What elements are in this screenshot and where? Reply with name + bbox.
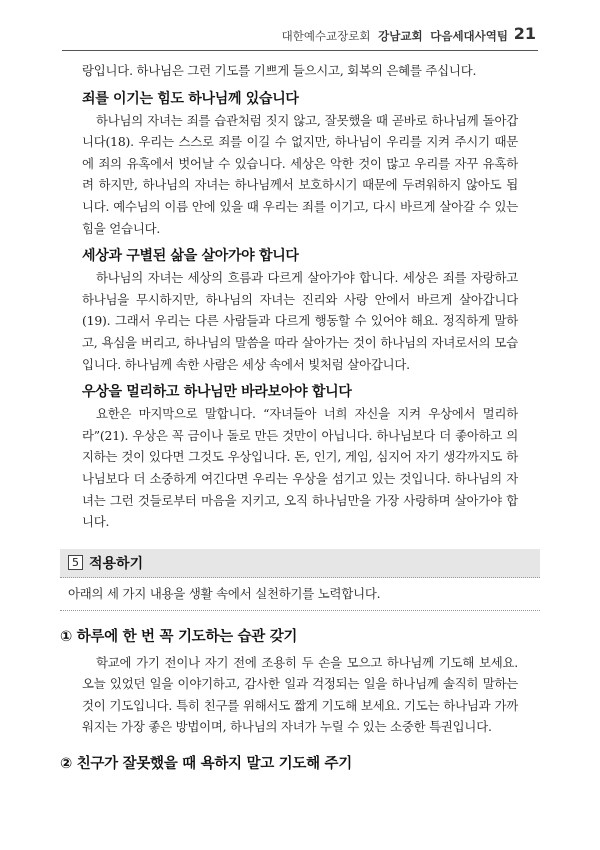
apply-item-text-prayer: 학교에 가기 전이나 자기 전에 조용히 두 손을 모으고 하나님께 기도해 보세요. 오늘 있었던 일을 이야기하고, 감사한 일과 걱정되는 일을 하나님께 솔직히 말하는 것이 기도입니다. 특히 친구를 위해서도 짧게 기도해 보세요. 기도는 하나님과 가까워지는 가장 좋은 방법이며, 하나님의 자녀가 누릴 수 있는 소중한 특권입니다. [82,654,518,735]
header-org: 대한예수교장로회 [281,29,371,43]
header-team: 다음세대사역팀 [430,29,508,43]
page-number: 21 [513,24,536,43]
section-paragraph-sin: 하나님의 자녀는 죄를 습관처럼 짓지 않고, 잘못했을 때 곧바로 하나님께 돌아갑니다(18). 우리는 스스로 죄를 이길 수 없지만, 하나님이 우리를 지켜 주시기 때문에 죄의 유혹에서 벗어날 수 있습니다. 세상은 악한 것이 많고 우리를 자꾸 유혹하려 하지만, 하나님의 자녀는 하나님께서 보호하시기 때문에 두려워하지 않아도 됩니다. 예수님의 이름 안에 있을 때 우리는 죄를 이기고, 다시 바르게 살아갈 수 있는 힘을 얻습니다. [82,112,518,236]
intro-paragraph: 랑입니다. 하나님은 그런 기도를 기쁘게 들으시고, 회복의 은혜를 주십니다. [82,63,477,78]
apply-section-title: 적용하기 [89,555,144,572]
apply-intro-text: 아래의 세 가지 내용을 생활 속에서 실천하기를 노력합니다. [60,580,540,611]
section-heading-world: 세상과 구별된 삶을 살아가야 합니다 [82,248,299,265]
section-paragraph-idols: 요한은 마지막으로 말합니다. “자녀들아 너희 자신을 지켜 우상에서 멀리하라”(21). 우상은 꼭 금이나 돌로 만든 것만이 아닙니다. 하나님보다 더 좋아하고 의지하는 것이 있다면 그것도 우상입니다. 돈, 인기, 게임, 심지어 자기 생각까지도 하나님보다 더 소중하게 여긴다면 우리는 우상을 섬기고 있는 것입니다. 하나님의 자녀는 그런 것들로부터 마음을 지키고, 오직 하나님만을 가장 사랑하며 살아가야 합니다. [82,406,518,530]
section-heading-idols: 우상을 멀리하고 하나님만 바라보아야 합니다 [82,384,352,401]
apply-item-heading-prayer: ① 하루에 한 번 꼭 기도하는 습관 갖기 [60,628,298,645]
section-paragraph-world: 하나님의 자녀는 세상의 흐름과 다르게 살아가야 합니다. 세상은 죄를 자랑하고 하나님을 무시하지만, 하나님의 자녀는 진리와 사랑 안에서 바르게 살아갑니다(19). 그래서 우리는 다른 사람들과 다르게 행동할 수 있어야 해요. 정직하게 말하고, 욕심을 버리고, 하나님의 말씀을 따라 살아가는 것이 하나님의 자녀로서의 모습입니다. 하나님께 속한 사람은 세상 속에서 빛처럼 살아갑니다. [82,270,518,372]
apply-item-heading-friend: ② 친구가 잘못했을 때 욕하지 말고 기도해 주기 [60,756,352,773]
header-divider [62,50,538,51]
page-header [60,24,536,44]
apply-section-header [60,549,540,578]
page-content [60,60,518,779]
section-heading-sin: 죄를 이기는 힘도 하나님께 있습니다 [82,90,299,107]
apply-section-number: 5 [68,555,83,570]
header-church: 강남교회 [378,29,423,43]
